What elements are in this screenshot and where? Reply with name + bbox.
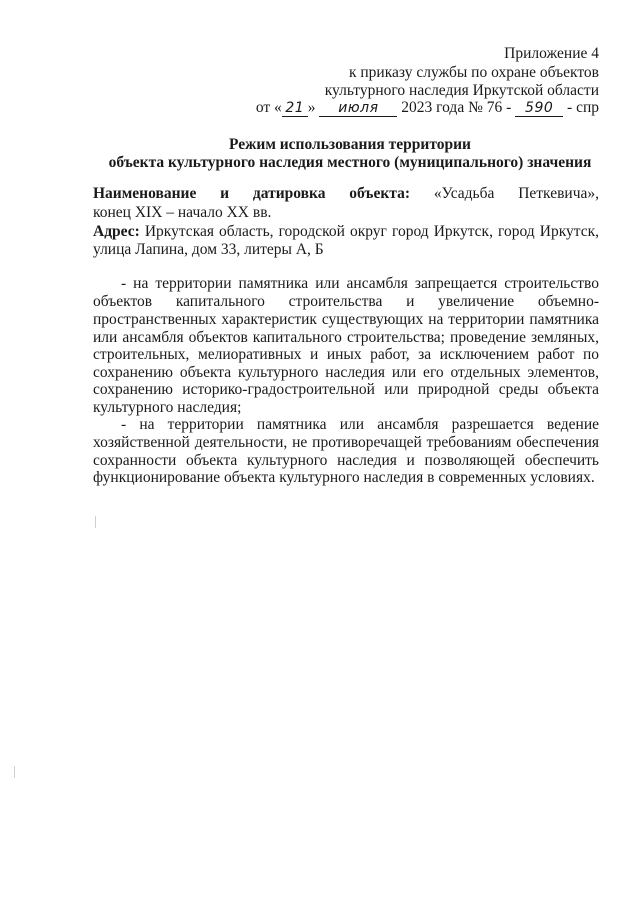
- handwritten-day: 21: [282, 100, 308, 117]
- appendix-number: Приложение 4: [504, 45, 599, 62]
- document-title: Режим использования территории: [229, 136, 471, 153]
- order-suffix: - спр: [567, 99, 599, 116]
- handwritten-month: июля: [319, 100, 397, 117]
- address-value-1: Иркутская область, городской округ город Иркутск, город Иркутск,: [144, 223, 599, 240]
- address-value-2: улица Лапина, дом 33, литеры А, Б: [93, 241, 324, 258]
- address-label: Адрес:: [93, 223, 140, 240]
- prohibition-line: объектов капитального строительства и увеличение объемно-: [93, 293, 599, 310]
- permission-line: функционирование объекта культурного наследия в современных условиях.: [93, 469, 595, 486]
- object-name-line: [93, 184, 599, 203]
- prohibition-line: строительных, мелиоративных и иных работ, за исключением работ по: [93, 346, 599, 363]
- prohibition-line: или ансамбля объектов капитального строительства; проведение земляных,: [93, 329, 599, 346]
- object-dating: конец XIX – начало XX вв.: [93, 204, 272, 221]
- appendix-order-ref: к приказу службы по охране объектов: [348, 64, 599, 81]
- appendix-date-line: [256, 98, 599, 118]
- object-name-value: «Усадьба Петкевича»,: [433, 185, 599, 202]
- scan-speck: [14, 766, 15, 778]
- appendix-authority: культурного наследия Иркутской области: [324, 82, 599, 99]
- date-year-text: 2023 года № 76 -: [401, 99, 512, 116]
- object-name-label: Наименование и датировка объекта:: [93, 185, 410, 202]
- object-address-line: [93, 222, 599, 241]
- prohibition-line: сохранению историко-градостроительной или природной среды объекта: [93, 381, 599, 398]
- prohibition-line: - на территории памятника или ансамбля запрещается строительство: [121, 275, 599, 292]
- permission-line: хозяйственной деятельности, не противоречащей требованиям обеспечения: [93, 434, 599, 451]
- handwritten-order-number: 590: [515, 100, 563, 117]
- scan-speck: [95, 516, 96, 528]
- prohibition-line: сохранению объекта культурного наследия или его отдельных элементов,: [93, 364, 599, 381]
- permission-line: - на территории памятника или ансамбля разрешается ведение: [121, 416, 599, 433]
- prohibition-line: пространственных характеристик существующих на территории памятника: [93, 311, 599, 328]
- permission-line: сохранности объекта культурного наследия и позволяющей обеспечить: [93, 452, 599, 469]
- document-subtitle: объекта культурного наследия местного (муниципального) значения: [108, 154, 592, 171]
- date-mid: »: [307, 99, 316, 116]
- date-prefix: от «: [255, 99, 282, 116]
- prohibition-line: культурного наследия;: [93, 399, 242, 416]
